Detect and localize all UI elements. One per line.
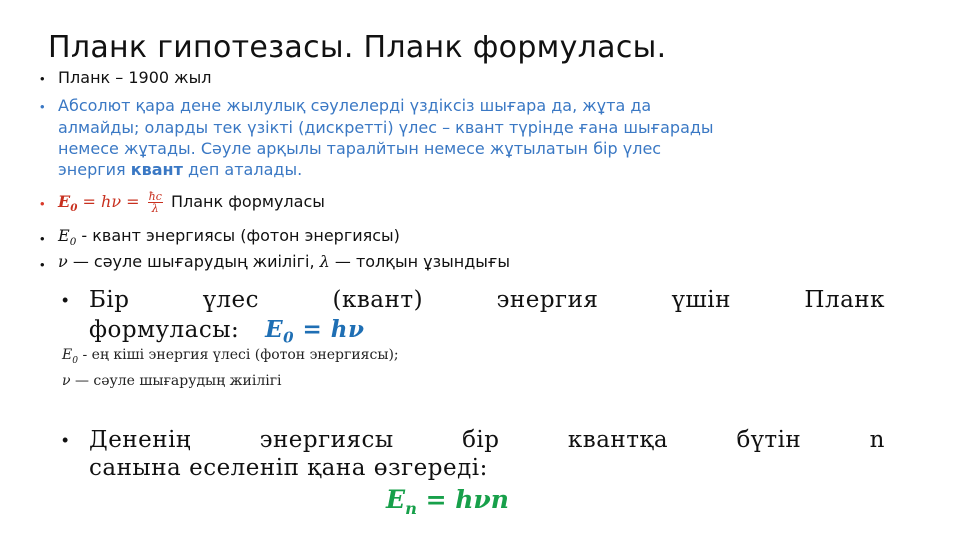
word: бүтін [736,427,802,453]
note-text: — сәуле шығарудың жиілігі [70,373,282,389]
formula-symbol [58,192,78,215]
word: Бір [89,287,130,313]
word: энергия [496,287,599,313]
bullet-dot: • [40,71,45,86]
quantum-energy-line [58,226,400,252]
section3-line2: санына еселеніп қана өзгереді: [89,455,488,481]
paragraph-line-last [58,160,302,180]
bullet-dot: • [40,231,45,246]
note-text: - ең кіші энергия үлесі (фотон энергиясы); [78,347,399,363]
symbol-letter: E [62,347,73,363]
planck-formula-blue [265,316,365,347]
word: Дененің [89,427,192,453]
wavelength-symbol: λ [319,252,330,271]
symbol-subscript: 0 [72,355,79,366]
note-frequency [62,373,282,389]
formula-equation: = hν = [77,192,145,211]
energy-subscript: 0 [283,328,295,347]
planck-formula-line [58,188,325,222]
paragraph-line: Абсолют қара дене жылулық сәулелерді үздіксіз шығара да, жұта да [58,96,652,115]
formula-rest: = hνn [416,485,509,514]
fraction-denominator: λ [151,202,159,215]
bullet-dot: • [40,257,45,272]
symbol-subscript: 0 [69,236,77,249]
frequency-wavelength-line [58,252,510,272]
section3-line1 [89,427,885,453]
bullet-dot: • [40,196,45,211]
word: үлес [202,287,260,313]
bullet-planck-year: Планк – 1900 жыл [58,68,212,87]
energy-subscript: 0 [70,202,78,215]
word: үшін [671,287,731,313]
note-min-energy [62,347,399,366]
word: квантқа [567,427,669,453]
formula-rest: = hν [294,316,365,343]
section2-line1 [89,287,885,313]
bullet-dot: • [62,290,69,310]
definition-text: — толқын ұзындығы [329,252,510,271]
paragraph-text: деп аталады. [182,160,303,179]
energy-symbol: E [386,485,406,514]
energy-symbol: E [58,192,71,211]
word: энергиясы [259,427,394,453]
word: Планк [804,287,885,313]
energy-subscript: n [405,499,417,518]
energy-symbol [62,347,79,366]
word: (квант) [332,287,424,313]
formula-fraction [148,191,163,214]
energy-symbol: E [265,316,284,343]
definition-text: — сәуле шығарудың жиілігі, [67,252,320,271]
energy-symbol [58,226,77,249]
section2-line2 [89,316,364,347]
frequency-symbol: ν [58,252,68,271]
fraction-numerator: ħc [148,190,162,203]
quantum-term: квант [130,160,183,179]
paragraph-line: немесе жұтады. Сәуле арқылы таралйтын немесе жұтылатын бір үлес [58,139,662,158]
paragraph-line: алмайды; оларды тек үзікті (дискретті) үлес – квант түрінде ғана шығарады [58,118,714,137]
line-text: формуласы: [89,317,240,343]
word: n [869,427,885,453]
energy-quantization-formula [386,485,509,518]
frequency-symbol: ν [62,373,71,389]
word: бір [462,427,500,453]
slide-title: Планк гипотезасы. Планк формуласы. [48,30,667,65]
bullet-dot: • [40,99,45,114]
paragraph-text: энергия [58,160,131,179]
bullet-dot: • [62,430,69,450]
formula-label: Планк формуласы [170,192,325,211]
definition-text: - квант энергиясы (фотон энергиясы) [76,226,400,245]
symbol-letter: E [58,226,70,245]
